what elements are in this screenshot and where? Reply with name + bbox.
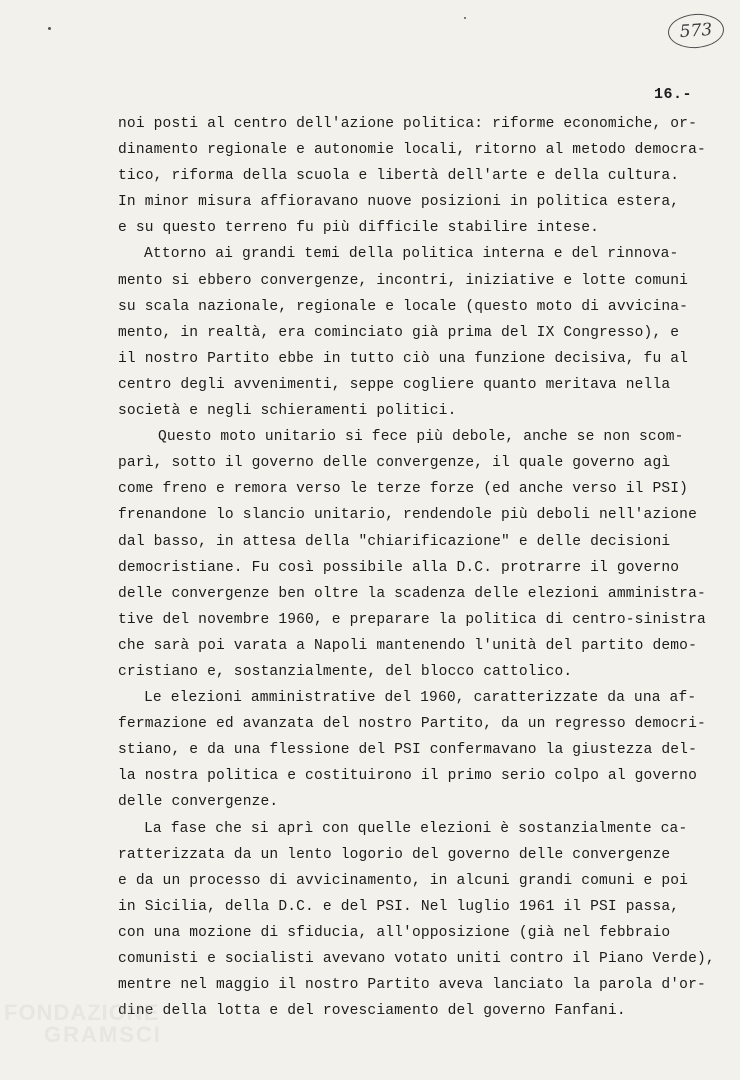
text-line: In minor misura affioravano nuove posizioni in politica estera,: [118, 194, 680, 211]
text-line: delle convergenze.: [118, 794, 279, 811]
text-line: fermazione ed avanzata del nostro Partito, da un regresso democri-: [118, 716, 706, 733]
typewritten-body: [118, 111, 715, 1024]
text-line: con una mozione di sfiducia, all'opposizione (già nel febbraio: [118, 924, 671, 941]
text-line: parì, sotto il governo delle convergenze, il quale governo agì: [118, 455, 671, 472]
text-line: mento, in realtà, era cominciato già prima del IX Congresso), e: [118, 324, 680, 341]
text-line: la nostra politica e costituirono il primo serio colpo al governo: [118, 768, 697, 785]
text-line: che sarà poi varata a Napoli mantenendo l'unità del partito demo-: [118, 637, 697, 654]
text-line: Le elezioni amministrative del 1960, caratterizzate da una af-: [144, 690, 697, 707]
text-line: centro degli avvenimenti, seppe cogliere quanto meritava nella: [118, 376, 671, 393]
page-number: 16.-: [654, 86, 693, 103]
text-line: dinamento regionale e autonomie locali, ritorno al metodo democra-: [118, 142, 706, 159]
text-line: La fase che si aprì con quelle elezioni è sostanzialmente ca-: [144, 820, 688, 837]
text-line: il nostro Partito ebbe in tutto ciò una funzione decisiva, fu al: [118, 350, 689, 367]
paper-speck: [48, 27, 51, 30]
text-line: dal basso, in attesa della "chiarificazione" e delle decisioni: [118, 533, 671, 550]
text-line: tive del novembre 1960, e preparare la politica di centro-sinistra: [118, 611, 706, 628]
text-line: stiano, e da una flessione del PSI confermavano la giustezza del-: [118, 742, 697, 759]
watermark-top-text: FONDAZIONE: [4, 1000, 160, 1025]
text-line: noi posti al centro dell'azione politica: riforme economiche, or-: [118, 116, 697, 132]
paper-speck: [464, 17, 466, 19]
text-line: e su questo terreno fu più difficile stabilire intese.: [118, 220, 600, 237]
text-line: delle convergenze ben oltre la scadenza delle elezioni amministra-: [118, 585, 706, 602]
text-line: su scala nazionale, regionale e locale (questo moto di avvicina-: [118, 298, 689, 315]
archive-page-mark: 573: [667, 12, 725, 50]
text-line: comunisti e socialisti avevano votato uniti contro il Piano Verde),: [118, 951, 715, 967]
text-line: e da un processo di avvicinamento, in alcuni grandi comuni e poi: [118, 872, 689, 889]
watermark-bottom-text: GRAMSCI: [44, 1022, 162, 1047]
text-line: Attorno ai grandi temi della politica interna e del rinnova-: [144, 246, 679, 263]
text-line: frenandone lo slancio unitario, rendendole più deboli nell'azione: [118, 507, 697, 524]
text-line: società e negli schieramenti politici.: [118, 403, 457, 420]
text-line: dine della lotta e del rovesciamento del governo Fanfani.: [118, 1003, 626, 1020]
text-line: ratterizzata da un lento logorio del governo delle convergenze: [118, 846, 671, 863]
text-line: cristiano e, sostanzialmente, del blocco cattolico.: [118, 663, 573, 680]
text-line: tico, riforma della scuola e libertà dell'arte e della cultura.: [118, 168, 680, 185]
text-line: mento si ebbero convergenze, incontri, iniziative e lotte comuni: [118, 272, 689, 289]
text-line: come freno e remora verso le terze forze (ed anche verso il PSI): [118, 481, 689, 498]
text-line: in Sicilia, della D.C. e del PSI. Nel luglio 1961 il PSI passa,: [118, 898, 680, 915]
text-line: democristiane. Fu così possibile alla D.C. protrarre il governo: [118, 559, 680, 576]
text-line: Questo moto unitario si fece più debole, anche se non scom-: [158, 429, 684, 446]
text-line: mentre nel maggio il nostro Partito aveva lanciato la parola d'or-: [118, 977, 706, 994]
